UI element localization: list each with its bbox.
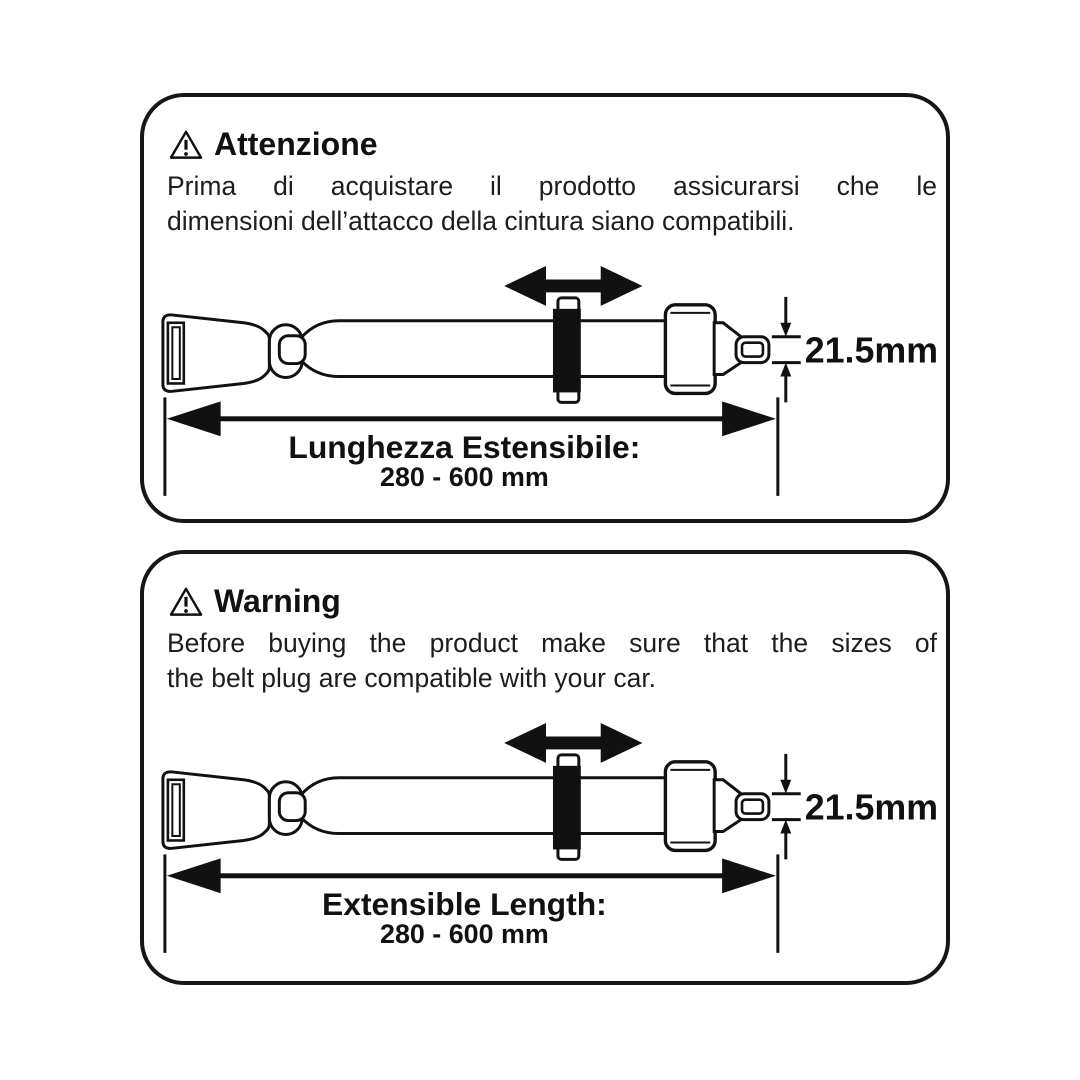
plug-width-value: 21.5mm <box>804 330 939 371</box>
body-line: Prima di acquistare il prodotto assicurarsi che le <box>167 171 937 201</box>
width-dimension <box>772 297 938 402</box>
panel-heading <box>169 582 341 620</box>
plug-tongue <box>714 780 769 832</box>
panel-heading-label: Attenzione <box>214 125 378 162</box>
width-dimension <box>772 754 938 859</box>
belt-extender-diagram <box>144 253 946 502</box>
warning-triangle-icon <box>169 586 203 617</box>
buckle-receptacle <box>163 772 269 849</box>
length-dimension <box>165 854 778 953</box>
panel-body-text <box>167 169 937 239</box>
body-line: Before buying the product make sure that the sizes of <box>167 628 937 658</box>
warning-panel-english <box>140 550 950 985</box>
plug-head <box>665 762 715 851</box>
adjuster-band <box>553 755 581 859</box>
plug-head <box>665 305 715 394</box>
body-line: the belt plug are compatible with your car. <box>167 663 657 693</box>
attention-panel-italian <box>140 93 950 523</box>
buckle-receptacle <box>163 315 269 392</box>
link-slot <box>279 336 305 364</box>
strap-body <box>301 321 678 377</box>
belt-extender-diagram <box>144 710 946 959</box>
panel-heading <box>169 125 378 163</box>
strap-body <box>301 778 678 834</box>
length-dimension <box>165 397 778 496</box>
panel-heading-label: Warning <box>214 582 341 619</box>
length-label: Extensible Length: <box>322 886 607 923</box>
length-value: 280 - 600 mm <box>380 918 549 949</box>
plug-width-value: 21.5mm <box>804 787 939 828</box>
adjuster-band <box>553 298 581 402</box>
body-line: dimensioni dell’attacco della cintura siano compatibili. <box>167 206 795 236</box>
length-value: 280 - 600 mm <box>380 461 549 492</box>
warning-triangle-icon <box>169 129 203 160</box>
link-slot <box>279 793 305 821</box>
panel-body-text <box>167 626 937 696</box>
plug-tongue <box>714 323 769 375</box>
length-label: Lunghezza Estensibile: <box>288 429 641 466</box>
